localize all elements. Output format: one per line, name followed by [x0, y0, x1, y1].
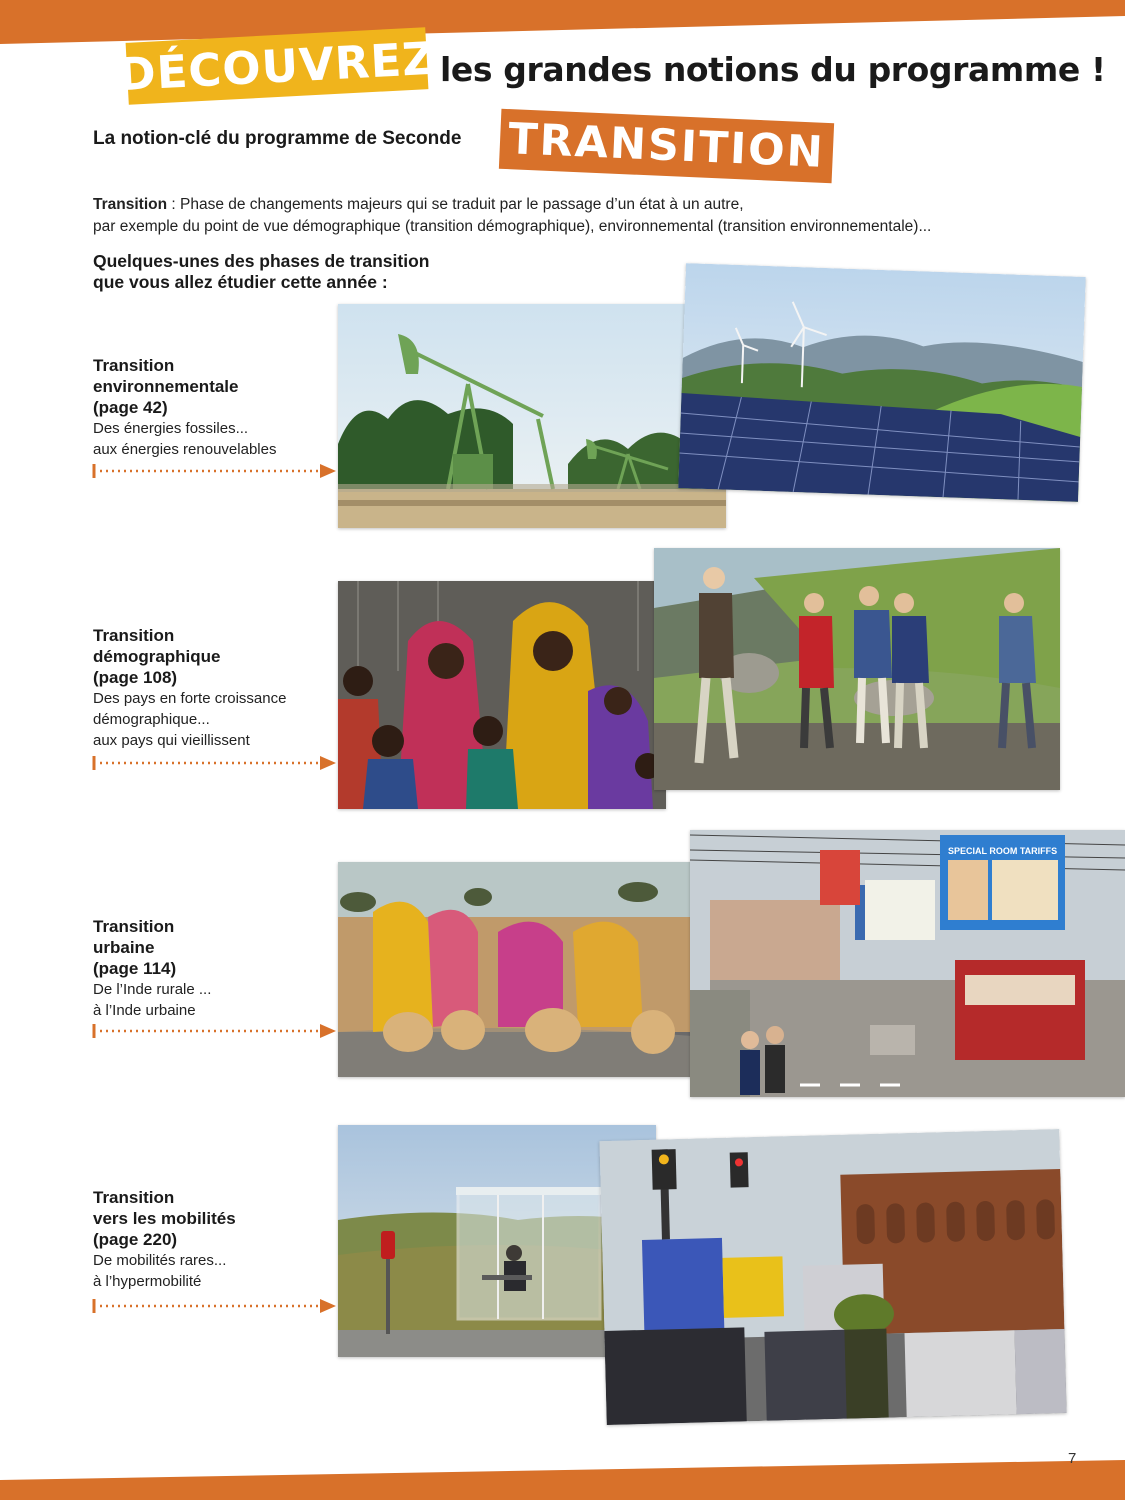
definition-block [93, 194, 1043, 238]
page-number: 7 [1068, 1450, 1077, 1467]
section-title-line: Transition [93, 626, 175, 645]
transition-keyword: TRANSITION [507, 114, 826, 178]
section-title-line: vers les mobilités [93, 1209, 236, 1228]
section-title-line: environnementale [93, 377, 239, 396]
section-title-line: urbaine [93, 938, 155, 957]
indian-city-street-photo [690, 830, 1125, 1097]
section-page-ref: (page 220) [93, 1230, 178, 1249]
section-desc-line: à l’Inde urbaine [93, 1002, 196, 1019]
definition-line-2: par exemple du point de vue démographique (transition démographique), environnemental (transition environnementale)... [93, 218, 932, 235]
definition-term: Transition [93, 196, 168, 213]
dotted-arrow-icon [92, 462, 337, 480]
section-title-line: Transition [93, 356, 175, 375]
definition-separator: : [167, 196, 180, 213]
section-mobilites [93, 1187, 333, 1292]
dotted-arrow-icon [92, 1297, 337, 1315]
section-title-line: démographique [93, 647, 221, 666]
section-urbaine [93, 916, 333, 1021]
section-desc-line: aux énergies renouvelables [93, 441, 277, 458]
decouvrez-text: DÉCOUVREZ [116, 31, 438, 101]
section-desc-line: aux pays qui vieillissent [93, 732, 250, 749]
section-desc-line: démographique... [93, 711, 210, 728]
women-fetching-water-photo [338, 862, 706, 1077]
section-environnementale [93, 355, 333, 460]
senior-hikers-photo [654, 548, 1060, 790]
bottom-orange-band [0, 1425, 1125, 1500]
dotted-arrow-icon [92, 754, 337, 772]
section-page-ref: (page 114) [93, 959, 177, 978]
intro-line-2: que vous allez étudier cette année : [93, 272, 388, 292]
dotted-arrow-icon [92, 1022, 337, 1040]
section-title-line: Transition [93, 917, 175, 936]
section-desc-line: Des énergies fossiles... [93, 420, 249, 437]
page-headline: les grandes notions du programme ! [440, 50, 1106, 89]
section-demographique [93, 625, 333, 751]
wind-turbines-solar-panels-photo [678, 263, 1086, 502]
billboard-text: SPECIAL ROOM TARIFFS [948, 846, 1058, 856]
city-traffic-photo [599, 1129, 1066, 1425]
notion-label: La notion-clé du programme de Seconde [93, 128, 462, 149]
oil-pump-jacks-photo [338, 304, 726, 528]
section-page-ref: (page 42) [93, 398, 168, 417]
definition-line-1: Phase de changements majeurs qui se traduit par le passage d’un état à un autre, [180, 196, 744, 213]
transition-keyword-box [499, 109, 834, 183]
intro-line-1: Quelques-unes des phases de transition [93, 251, 430, 271]
women-and-children-photo [338, 581, 666, 809]
section-desc-line: De l’Inde rurale ... [93, 981, 212, 998]
section-desc-line: De mobilités rares... [93, 1252, 227, 1269]
section-title-line: Transition [93, 1188, 175, 1207]
intro-heading [93, 251, 429, 293]
section-page-ref: (page 108) [93, 668, 178, 687]
section-desc-line: Des pays en forte croissance [93, 690, 287, 707]
section-desc-line: à l’hypermobilité [93, 1273, 202, 1290]
